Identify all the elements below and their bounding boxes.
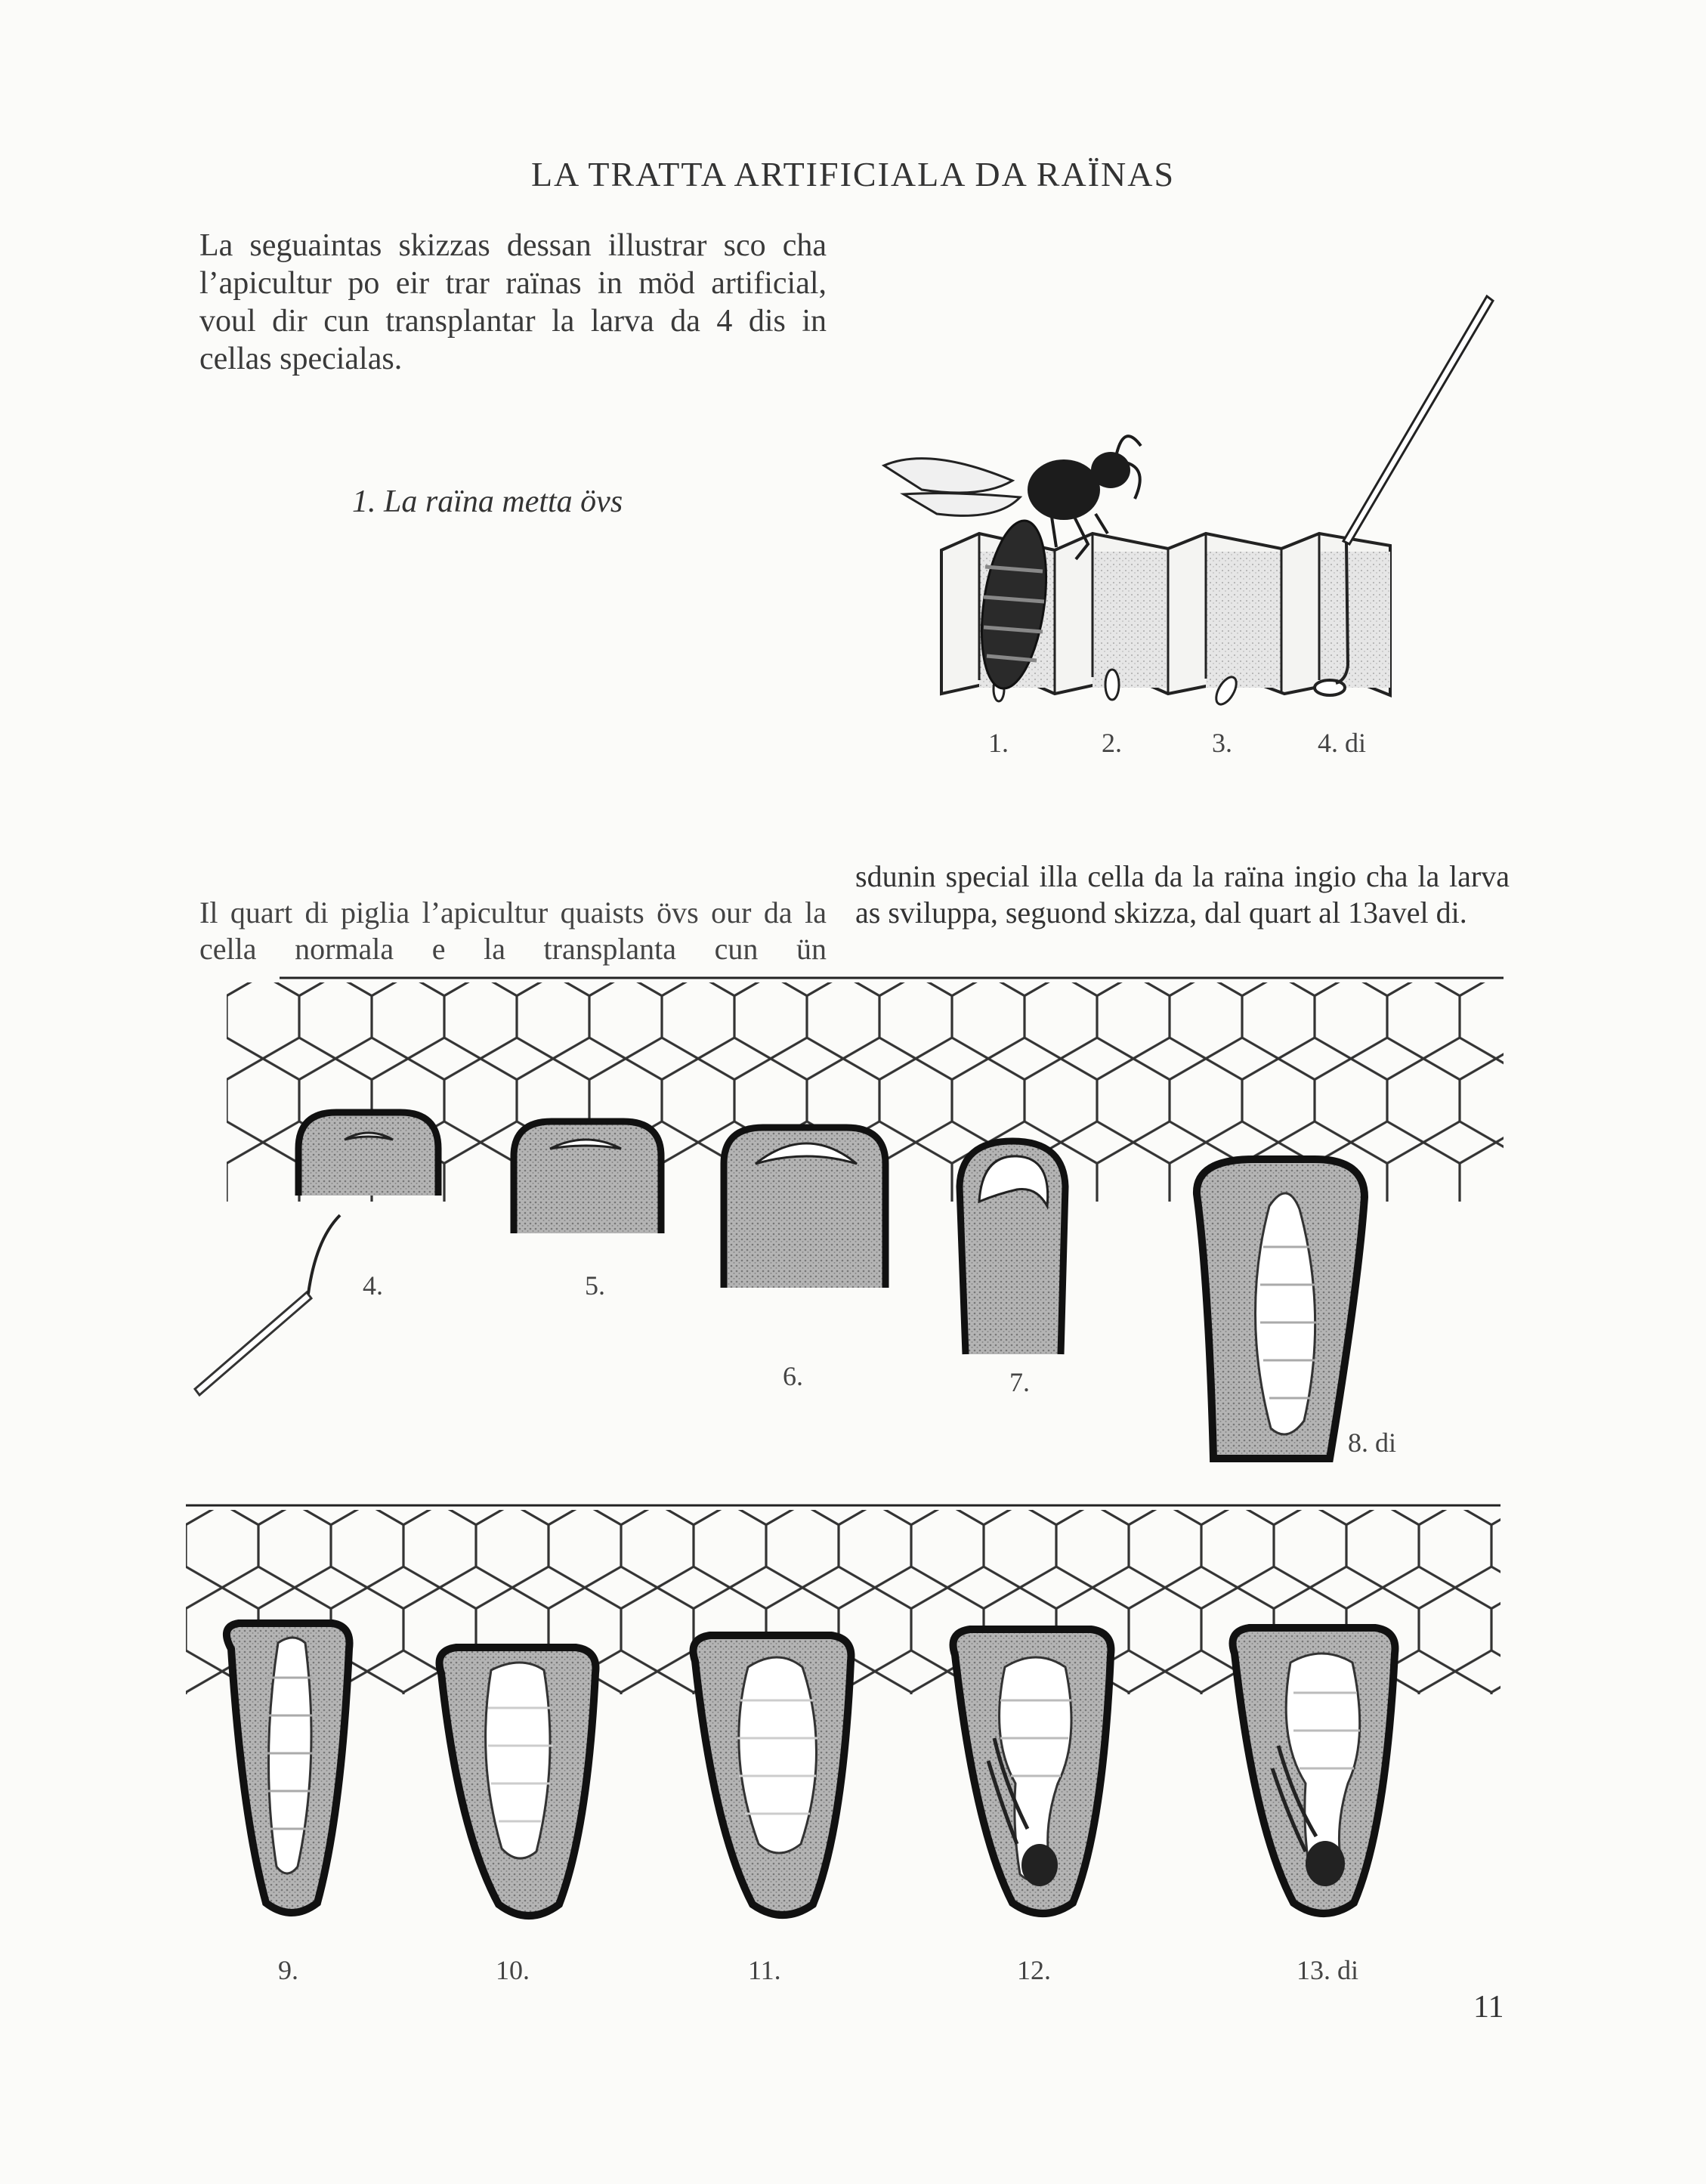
figure-label: 13. di	[1296, 1955, 1359, 1985]
figure-label: 3.	[1212, 728, 1232, 758]
figure-bee-comb	[884, 296, 1493, 707]
figure-label: 4.	[363, 1270, 383, 1301]
figure-label: 2.	[1102, 728, 1122, 758]
page-title: LA TRATTA ARTIFICIALA DA RAÏNAS	[530, 155, 1176, 193]
figure-label: 11.	[748, 1955, 781, 1985]
figure-label: 12.	[1017, 1955, 1051, 1985]
figure-queen-cells-4-8	[195, 978, 1504, 1459]
intro-paragraph: La seguaintas skizzas dessan illustrar sco cha l’apicultur po eir trar raïnas in möd artificial, voul dir cun transplantar la larva da 4 dis in cellas specialas.	[199, 228, 827, 376]
paragraph-right: sdunin special illa cella da la raïna ingio cha la larva as sviluppa, seguond skizza, dal quart al 13avel di.	[855, 859, 1510, 930]
figure-label: 9.	[278, 1955, 298, 1985]
figure-label: 8. di	[1348, 1428, 1397, 1458]
page-number: 11	[1473, 1990, 1504, 2025]
figure-label: 4. di	[1318, 728, 1367, 758]
figure-label: 5.	[585, 1270, 605, 1301]
figure-label: 1.	[988, 728, 1009, 758]
figure-label: 7.	[1009, 1367, 1030, 1397]
figure-label: 10.	[496, 1955, 530, 1985]
figure-queen-cells-9-13	[186, 1505, 1500, 1916]
paragraph-left: Il quart di piglia l’apicultur quaists övs our da la cella normala e la transplanta cun ün	[199, 896, 827, 966]
figure-label: 6.	[783, 1361, 803, 1391]
figure-caption: 1. La raïna metta övs	[352, 484, 623, 519]
